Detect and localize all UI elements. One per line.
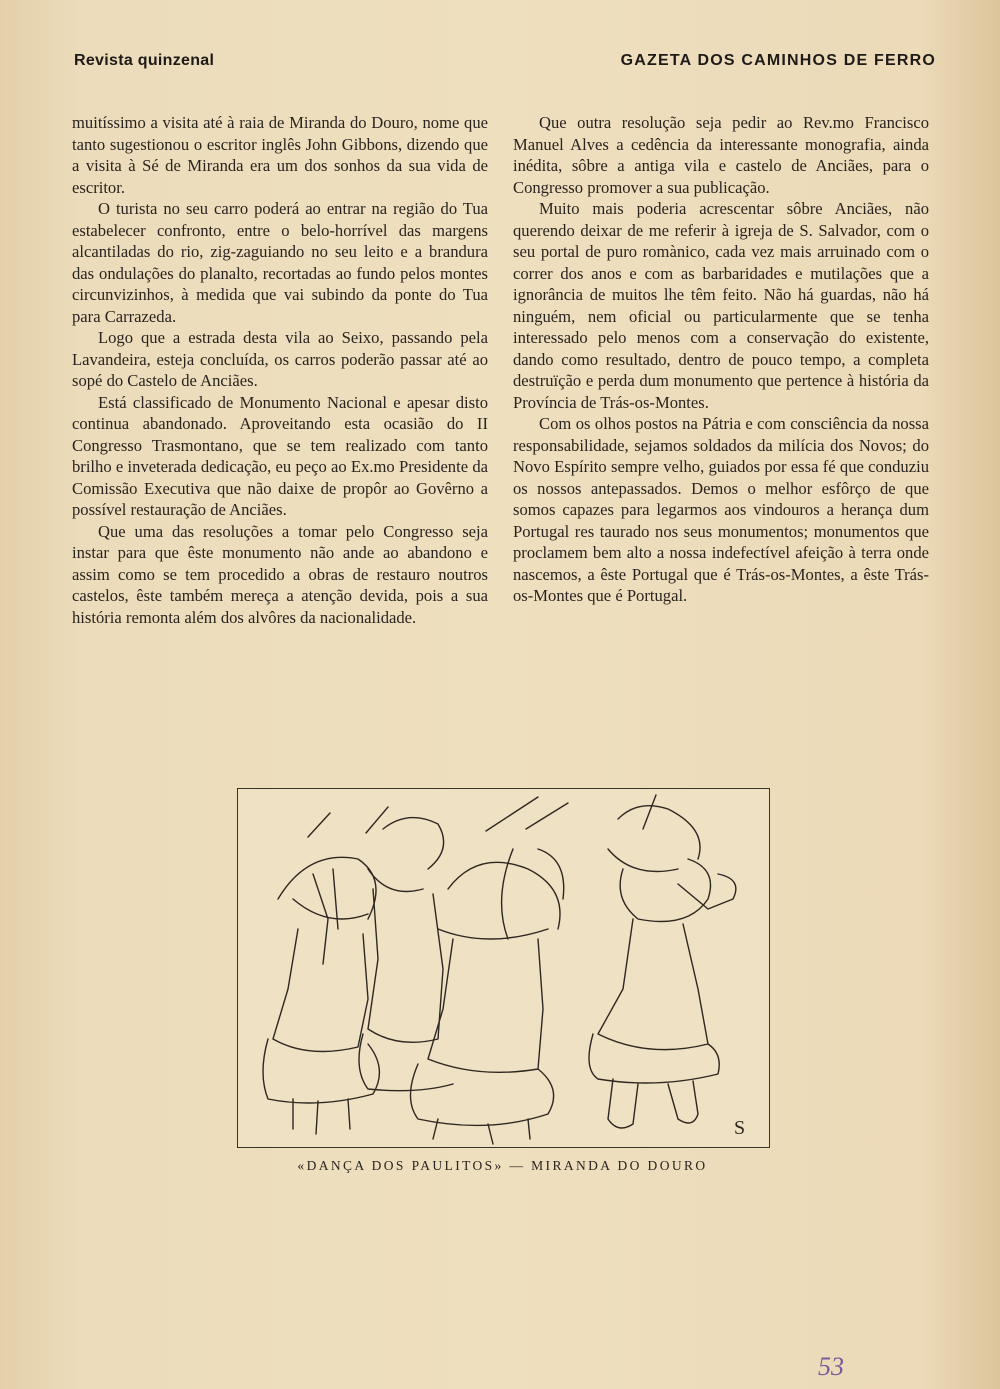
right-column [513,112,929,607]
right-paragraph-1: Que outra resolução seja pedir ao Rev.mo Francisco Manuel Alves a cedência da interessante monografia, ainda inédita, sôbre a antiga vila e castelo de Anciães, para o Congresso promover a sua publicação. [513,113,929,197]
dance-illustration [237,788,770,1148]
left-paragraph-1: muitíssimo a visita até à raia de Miranda do Douro, nome que tanto sugestionou o escritor inglês John Gibbons, dizendo que a visita à Sé de Miranda era um dos sonhos da sua vida de escritor. [72,113,488,197]
left-paragraph-4: Está classificado de Monumento Nacional e apesar disto continua abandonado. Aproveitando esta ocasião do II Congresso Trasmontano, que se tem realizado com tanto brilho e inveterada dedicação, eu peço ao Ex.mo Presidente da Comissão Executiva que não daixe de propôr ao Govêrno a possível restauração de Anciães. [72,392,488,519]
left-paragraph-3: Logo que a estrada desta vila ao Seixo, passando pela Lavandeira, esteja concluída, os carros poderão passar até ao sopé do Castelo de Anciães. [72,328,488,390]
right-paragraph-2: Muito mais poderia acrescentar sôbre Anciães, não querendo deixar de me referir à igreja de S. Salvador, com o seu portal de puro romànico, cada vez mais arruinado com o correr dos anos e com as barbaridades e mutilações que a ignorância de muitos lhe têm feito. Não há guardas, não há ninguém, nem oficial ou particularmente que se tenha interessado pelo menos com a conservação do existente, dando como resultado, dentro de pouco tempo, a completa destruïção e perda dum monumento que pertence à história da Província de Trás-os-Montes. [513,199,929,412]
page-number: 53 [818,1352,844,1381]
dancers-drawing [238,789,769,1147]
header-left: Revista quinzenal [74,52,215,69]
artist-signature: S [734,1117,746,1139]
left-column [72,112,488,628]
header-right: GAZETA DOS CAMINHOS DE FERRO [620,52,936,69]
figure-caption: «DANÇA DOS PAULITOS» — MIRANDA DO DOURO [297,1158,708,1173]
running-header [74,52,936,76]
left-paragraph-5: Que uma das resoluções a tomar pelo Congresso seja instar para que êste monumento não ande ao abandono e assim como se tem procedido a obras de restauro noutros castelos, êste também mereça a atenção devida, pois a sua história remonta além dos alvôres da nacionalidade. [72,521,488,627]
right-paragraph-3: Com os olhos postos na Pátria e com consciência da nossa responsabilidade, sejamos soldados da milícia dos Novos; do Novo Espírito sempre velho, guiados por essa fé que conduziu os nossos antepassados. Demos o melhor esfôrço de que somos capazes para legarmos aos vindouros a herança dum Portugal res taurado nos seus monumentos; monumentos que proclamem bem alto a nossa indefectível afeição à terra onde nascemos, a êste Portugal que é Trás-os-Montes, a êste Trás-os-Montes que é Portugal. [513,414,929,605]
left-paragraph-2: O turista no seu carro poderá ao entrar na região do Tua estabelecer confronto, entre o belo-horrível das margens alcantiladas do rio, zig-zaguiando no seu leito e a brandura das ondulações do planalto, recortadas ao fundo pelos montes circunvizinhos, à medida que vai subindo da ponte do Tua para Carrazeda. [72,199,488,326]
stick-strokes [308,795,656,837]
